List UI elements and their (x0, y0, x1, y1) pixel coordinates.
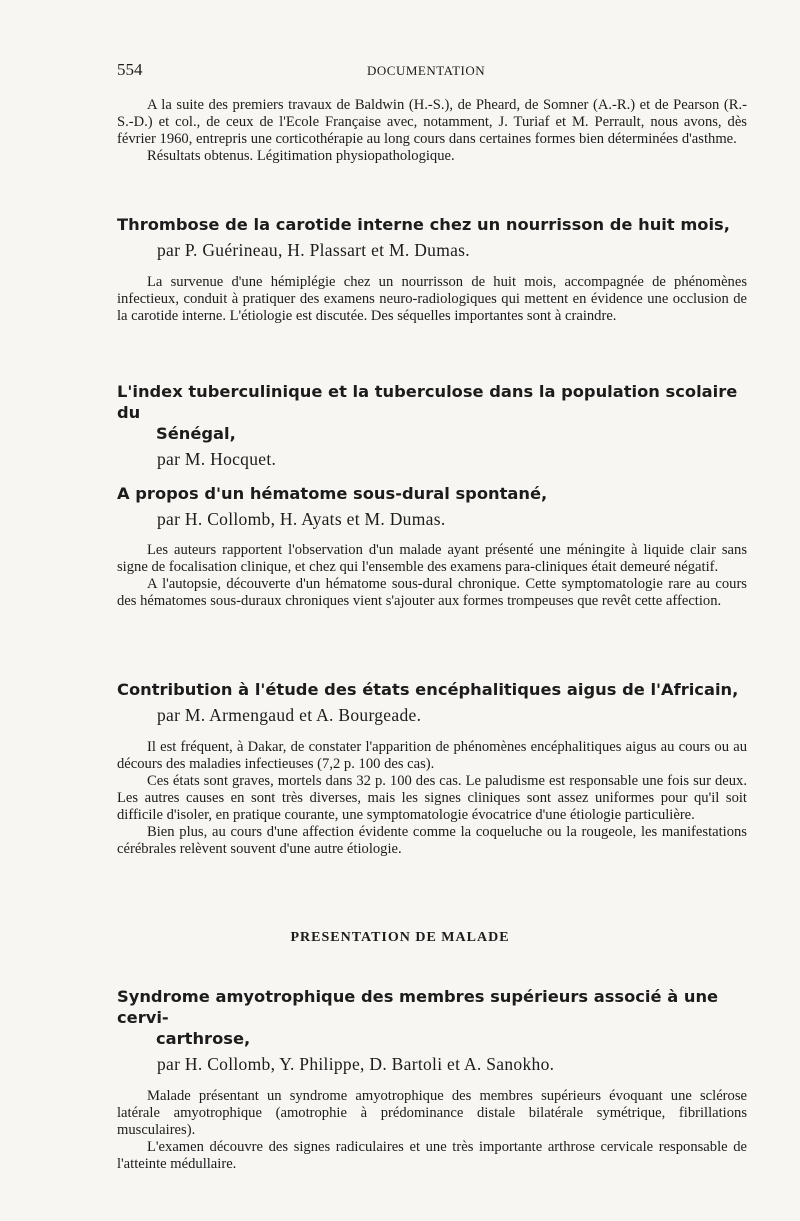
article-tuberculose (117, 381, 747, 470)
article-paragraph: Les auteurs rapportent l'observation d'un malade ayant présenté une méningite à liquide clair sans signe de focalisation clinique, et chez qui l'ensemble des examens para-cliniques était demeuré négatif. (117, 542, 747, 575)
article-byline: par M. Armengaud et A. Bourgeade. (157, 705, 422, 725)
article-byline: par H. Collomb, H. Ayats et M. Dumas. (157, 509, 446, 529)
article-title-line: Syndrome amyotrophique des membres supérieurs associé à une cervi- (117, 987, 719, 1027)
article-title (117, 986, 747, 1049)
article-byline: par M. Hocquet. (157, 449, 277, 469)
intro-paragraph: Résultats obtenus. Légitimation physiopathologique. (147, 148, 455, 164)
article-title (117, 381, 747, 444)
article-title-line: L'index tuberculinique et la tuberculose dans la population scolaire du (117, 382, 738, 422)
article-title-continuation: carthrose, (156, 1029, 251, 1048)
intro-section (117, 97, 747, 165)
article-paragraph: L'examen découvre des signes radiculaires et une très importante arthrose cervicale responsable de l'atteinte médullaire. (117, 1139, 747, 1172)
article-title: Contribution à l'étude des états encéphalitiques aigus de l'Africain, (117, 680, 739, 699)
article-title: A propos d'un hématome sous-dural spontané, (117, 484, 548, 503)
section-heading: PRESENTATION DE MALADE (290, 930, 510, 945)
article-paragraph: La survenue d'une hémiplégie chez un nourrisson de huit mois, accompagnée de phénomènes infectieux, conduit à pratiquer des examens neuro-radiologiques qui mettent en évidence une occlusion de la carotide interne. L'étiologie est discutée. Des séquelles importantes sont à craindre. (117, 274, 747, 324)
article-paragraph: Il est fréquent, à Dakar, de constater l'apparition de phénomènes encéphalitiques aigus au cours ou au décours des maladies infectieuses (7,2 p. 100 des cas). (117, 739, 747, 772)
article-syndrome-amyotrophique (117, 986, 747, 1173)
article-hematome (117, 483, 747, 610)
running-head: DOCUMENTATION (367, 63, 486, 78)
article-paragraph: Malade présentant un syndrome amyotrophique des membres supérieurs évoquant une sclérose latérale amyotrophique (amotrophie à prédominance distale bilatérale symétrique, fibrillations musculaires). (117, 1088, 747, 1138)
article-paragraph: A l'autopsie, découverte d'un hématome sous-dural chronique. Cette symptomatologie rare au cours des hématomes sous-duraux chroniques vient s'ajouter aux formes trompeuses que revêt cette affection. (117, 576, 747, 609)
intro-paragraph: A la suite des premiers travaux de Baldwin (H.-S.), de Pheard, de Somner (A.-R.) et de Pearson (R.-S.-D.) et col., de ceux de l'Ecole Française avec, notamment, J. Turiaf et M. Perrault, nous avons, dès février 1960, entrepris une corticothérapie au long cours dans certaines formes bien déterminées d'asthme. (117, 97, 747, 147)
article-title-continuation: Sénégal, (156, 424, 236, 443)
article-carotide (117, 214, 747, 325)
article-title: Thrombose de la carotide interne chez un nourrisson de huit mois, (117, 215, 730, 234)
article-byline: par P. Guérineau, H. Plassart et M. Dumas. (157, 240, 470, 260)
article-encephalitiques (117, 679, 747, 858)
page-number: 554 (117, 60, 143, 79)
article-paragraph: Bien plus, au cours d'une affection évidente comme la coqueluche ou la rougeole, les manifestations cérébrales relèvent souvent d'une autre étiologie. (117, 824, 747, 857)
article-paragraph: Ces états sont graves, mortels dans 32 p. 100 des cas. Le paludisme est responsable une fois sur deux. Les autres causes en sont très diverses, mais les signes cliniques sont assez uniformes pour qu'il soit difficile d'isoler, en pratique courante, une symptomatologie évocatrice d'une étiologie particulière. (117, 773, 747, 823)
article-byline: par H. Collomb, Y. Philippe, D. Bartoli et A. Sanokho. (157, 1054, 555, 1074)
